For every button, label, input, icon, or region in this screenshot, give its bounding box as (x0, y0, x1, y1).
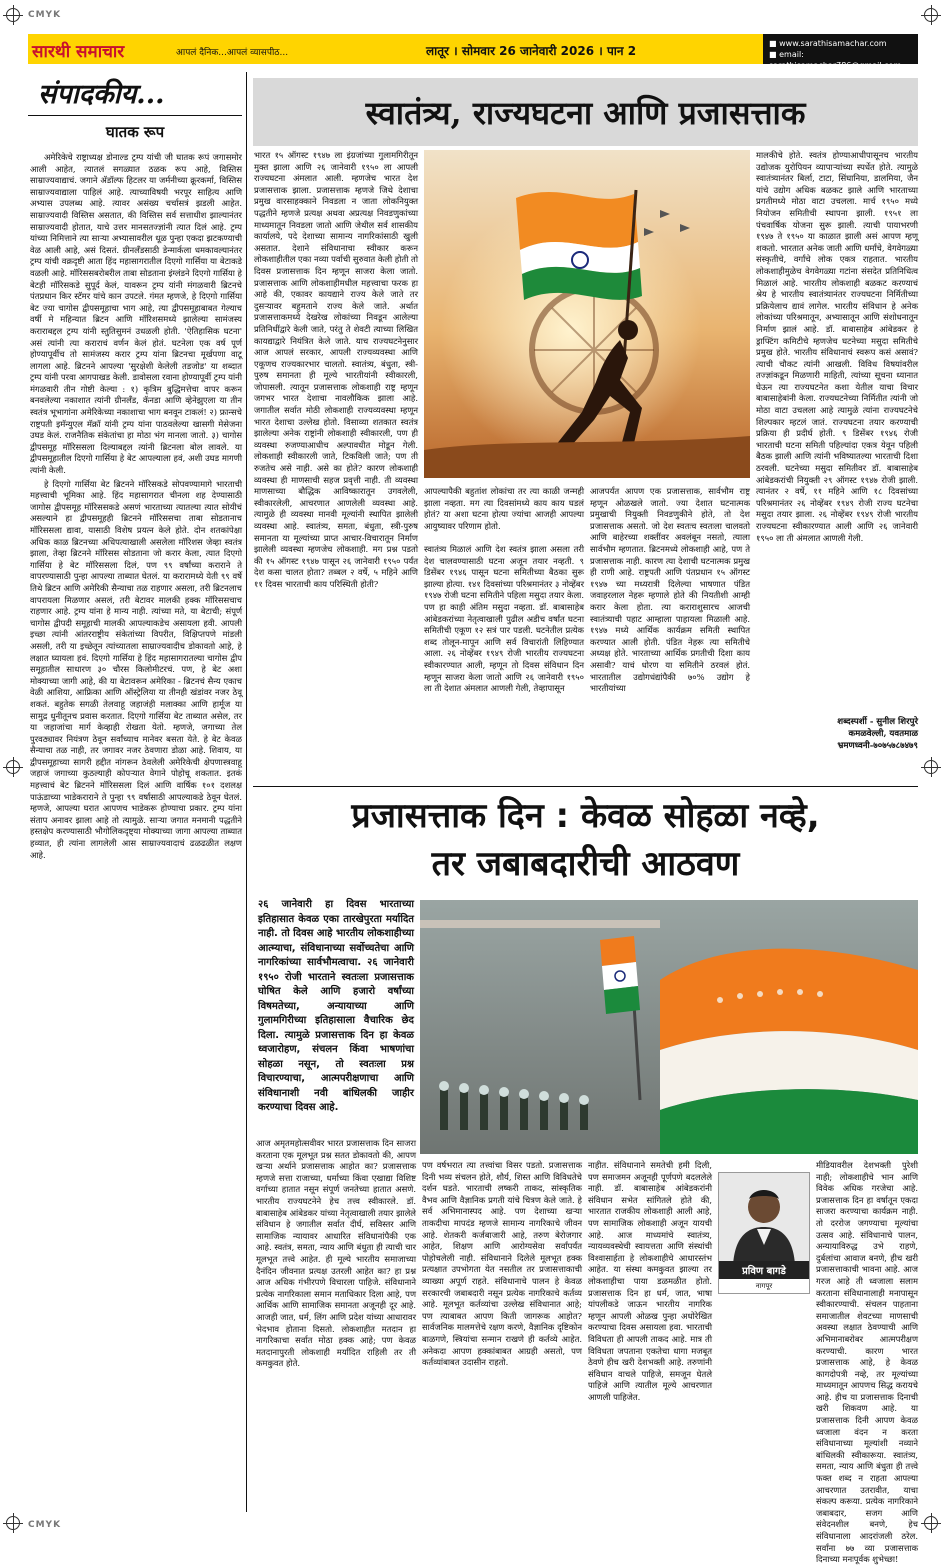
editorial-header (28, 74, 242, 142)
flag-runner-illustration (424, 150, 750, 478)
author-portrait (719, 1173, 809, 1265)
article1-column-4: मालकीचे होते. स्वतंत्र होण्याआधीपासूनच भारतीय उद्योजक युरोपियन व्यापाऱ्यांच्या स्पर्धेत होते. त्यामुळे स्वातंत्र्यानंतर बिर्ला, टाटा, सिंघानिया, डालमिया, जैन यांचे उद्योग अधिक बळकट झाले आणि भारताच्या प्रगतीमध्ये मोठा वाटा उचलला. मार्च १९५० मध्ये नियोजन समितीची स्थापना झाली. १९५१ ला पंचवार्षिक योजना सुरू झाली. त्याची पायाभरणी १९४७ ते १९५० या काळात झाली असं आपण म्हणू शकतो. भारतात अनेक जाती आणि धर्मांचे, वेगवेगळ्या संस्कृतीचे, वर्गांचे लोक एकत्र राहतात. भारतीय लोकशाहीमुळेच वेगवेगळ्या गटांना संसदेत प्रतिनिधित्व मिळालं आहे. भारतीय लोकशाही बळकट करण्याचं श्रेय हे भारतीय स्वातंत्र्यानंतर राज्यघटना निर्मितीच्या प्रक्रियेलाच द्यावं लागेल. भारतीय संविधान हे अनेक लोकांच्या परिश्रमातून, अभ्यासातून आणि संशोधनातून निर्माण झालं आहे. डॉ. बाबासाहेब आंबेडकर हे ड्राफ्टिंग कमिटीचे म्हणजेच घटनेच्या मसुदा समितीचे प्रमुख होते. भारतीय संविधानाचं स्वरूप कसं असावं? त्याची चौकट त्यांनी आखली. विविध विषयांवरील तज्ज्ञांकडून मिळणारी माहिती, त्यांच्या सूचना ध्यानात घेऊन त्या राज्यघटनेत कशा येतील याचा विचार बाबासाहेबांनी केला. राज्यघटनेच्या निर्मितीत त्यांनी जो मोठा वाटा उचलला आहे त्यामुळे त्यांना राज्यघटनेचे शिल्पकार म्हटलं जातं. राज्यघटना तयार करण्याची प्रक्रिया ही प्रदीर्घ होती. ९ डिसेंबर १९४६ रोजी भारताची घटना समिती पहिल्यांदा एकत्र येवून पहिली बैठक झाली आणि त्यांनी भविष्यातल्या भारताची दिशा ठरवली. घटनेच्या मसुदा समितीवर डॉ. बाबासाहेब आंबेडकरांची नियुक्ती २९ ऑगस्ट १९४७ रोजी झाली. त्यानंतर २ वर्षे, ११ महिने आणि १८ दिवसांच्या परिश्रमानंतर २६ नोव्हेंबर १९४९ रोजी राज्य घटनेचा मसुदा तयार झाला. २६ नोव्हेंबर १९४९ रोजी भारतीय राज्यघटना स्वीकारण्यात आली आणि २६ जानेवारी १९५० ला ती अंमलात आणली गेली. (756, 150, 918, 543)
brand-logo: सारथी समाचार (32, 42, 125, 62)
editorial-title: संपादकीय... (38, 79, 165, 110)
email-link[interactable]: ■ email: sarathisamachar786@gmail.com (769, 50, 902, 70)
dateline: लातूर । सोमवार 26 जानेवारी 2026 । पान 2 (426, 44, 637, 58)
tagline: आपलं दैनिक...आपलं व्यासपीठ... (176, 48, 289, 58)
article2-headline (253, 792, 918, 888)
article2-lead: २६ जानेवारी हा दिवस भारताच्या इतिहासात केवळ एका तारखेपुरता मर्यादित नाही. तो दिवस आहे भारतीय लोकशाहीच्या आत्म्याचा, संविधानाच्या सर्वोच्चतेचा आणि नागरिकांच्या सार्वभौमत्वाचा. २६ जानेवारी १९५० रोजी भारताने स्वतःला प्रजासत्ताक घोषित केले आणि हजारो वर्षांच्या विषमतेच्या, अन्यायाच्या आणि गुलामगिरीच्या इतिहासाला वैचारिक छेद दिला. त्यामुळे प्रजासत्ताक दिन हा केवळ ध्वजारोहण, संचलन किंवा भाषणांचा सोहळा नसून, तो स्वतःला प्रश्न विचारण्याचा, आत्मपरीक्षणाचा आणि संविधानाशी नवी बांधिलकी जाहीर करण्याचा दिवस आहे. (258, 899, 414, 1113)
editorial-subtitle: घातक रूप (105, 123, 165, 141)
contact-box (763, 34, 918, 70)
article1-column-1: भारत १५ ऑगस्ट १९४७ ला इंग्रजांच्या गुलामगिरीतून मुक्त झाला आणि २६ जानेवारी १९५० ला आपली राज्यघटना अंमलात आली. म्हणजेच भारत देश प्रजासत्ताक झाला. प्रजासत्ताक म्हणजे जिथे देशाचा प्रमुख वारसाहक्काने निवडला न जाता लोकनियुक्त पद्धतीने म्हणजे प्रत्यक्ष अथवा अप्रत्यक्ष निवडणुकांच्या माध्यमातून निवडला जातो आणि जेथील सर्व शासकीय कार्यालये, पदे देशाच्या सामान्य नागरिकांसाठी खुली असतात. देशाने संविधानाचा स्वीकार करून लोकशाहीतील एका नव्या पर्वाची सुरुवात केली होती तो दिवस प्रजासत्ताक दिन म्हणून साजरा केला जातो. प्रजासत्ताक आणि लोकशाहीमधील महत्त्वाचा फरक हा आहे की, एकावर कायद्याने राज्य केले जाते तर दुसऱ्यावर बहुमताने राज्य केले जाते. अर्थात प्रजासत्ताकमध्ये देखरेख लोकांच्या निवडून आलेल्या प्रतिनिधींद्वारे केली जाते, परंतु ते शेवटी त्याच्या लिखित कायद्याद्वारे नियंत्रित केले जाते. याच राज्यघटनेनुसार आज आपलं सरकार, आपली राज्यव्यवस्था आणि एकूणच राज्यकारभार चालतो. स्वातंत्र्य, बंधुता, स्त्री-पुरुष समानता ही मूल्ये भारतीयांनी स्वीकारली, जोपासली. त्यातून प्रजासत्ताक लोकशाही राष्ट्र म्हणून जगभर भारत देशाचा नावलौकिक झाला आहे. जगातील सर्वात मोठी लोकशाही राज्यव्यवस्था म्हणून भारत देशाचा उल्लेख होतो. विसाव्या शतकात स्वतंत्र झालेल्या अनेक राष्ट्रांनी लोकशाही स्वीकारली, पण ही व्यवस्था रुजण्याआधीच अल्पावधीत मोडून गेली. लोकशाही स्वीकारली जाते, टिकविली जाते; पण ती रुजतेच असे नाही. असे का होते? कारण लोकशाही व्यवस्था ही माणसाची सहज प्रवृत्ती नाही. ती व्यवस्था माणसाच्या बौद्धिक आविष्कारातून उगवलेली, स्वीकारलेली, आचरणात आणलेली व्यवस्था आहे. त्यामुळे ही व्यवस्था मानवी मूल्यांनी स्थापित झालेली व्यवस्था आहे. स्वातंत्र्य, समता, बंधुता, स्त्री-पुरुष समानता या मूल्यांच्या प्राप्त आचार-विचारातून निर्माण झालेली व्यवस्था म्हणजेच लोकशाही. मग प्रश्न पडतो की १५ ऑगस्ट १९४७ पासून २६ जानेवारी १९५० पर्यंत देश कसा चालत होता? तब्बल २ वर्षे, ५ महिने आणि ११ दिवस भारताची काय परिस्थिती होती? (254, 150, 418, 589)
republic-day-parade-illustration (420, 900, 918, 1154)
website-link[interactable]: ■ www.sarathisamachar.com (769, 39, 887, 48)
registration-mark-top-right (924, 8, 938, 22)
article-divider (253, 786, 918, 787)
author-place: नागपूर (755, 1282, 773, 1290)
column-divider (246, 72, 247, 1512)
article2-photo-parade (420, 900, 918, 1154)
masthead (28, 34, 918, 70)
registration-mark-bottom-right (924, 1516, 938, 1530)
article1-headline: स्वातंत्र्य, राज्यघटना आणि प्रजासत्ताक (253, 78, 918, 146)
article1-column-2: स्वातंत्र्य मिळालं आणि देश स्वतंत्र झाला असला तरी देश चालवण्यासाठी घटना अजून तयार नव्हती. ९ डिसेंबर १९४६ पासून घटना समितीच्या बैठका सुरू झाल्या होत्या. १४१ दिवसांच्या परिश्रमानंतर ३ नोव्हेंबर १९४७ रोजी घटना समितीने पहिला मसुदा तयार केला. पण हा काही अंतिम मसुदा नव्हता. डॉ. बाबासाहेब आंबेडकरांच्या नेतृत्वाखाली पुढील अडीच वर्षांत घटना समितीची एकूण १२ सत्रं पार पडली. घटनेतील प्रत्येक शब्द तोलून-मापून आणि सर्व विचारांती लिहिण्यात आला. २६ नोव्हेंबर १९४९ रोजी भारतीय राज्यघटना स्वीकारण्यात आली, म्हणून तो दिवस संविधान दिन म्हणून साजरा केला जातो आणि २६ जानेवारी १९५० ला ती देशात अंमलात आणली गेली, तेव्हापासून (424, 544, 584, 694)
registration-mark-mid-left (6, 760, 20, 774)
article1-column-2-top: आपल्यापैकी बहुतांश लोकांचा तर त्या काळी जन्मही झाला नव्हता. मग त्या दिवसांमध्ये काय काय घडलं होतं? या अशा घटना होत्या ज्यांचा आजही आपल्या आयुष्यावर परिणाम होतो. (424, 486, 584, 531)
registration-mark-top-left (6, 8, 20, 22)
registration-mark-mid-right (924, 760, 938, 774)
article2-column-3: नाहीत. संविधानाने समतेची हमी दिली, पण समाजमन अजूनही पूर्णपणे बदललेले नाही. डॉ. बाबासाहेब आंबेडकरांनी संविधान सभेत सांगितले होते की, भारतात राजकीय लोकशाही आली आहे, पण सामाजिक लोकशाही अजून यायची आहे. आज माध्यमांचे स्वातंत्र्य, न्यायव्यवस्थेची स्वायत्तता आणि संस्थांची विश्वासार्हता हे लोकशाहीचे आधारस्तंभ आहेत. या संस्था कमकुवत झाल्या तर लोकशाहीचा पाया डळमळीत होतो. प्रजासत्ताक दिन हा धर्म, जात, भाषा यांपलीकडे जाऊन भारतीय नागरिक म्हणून आपली ओळख पुन्हा अधोरेखित करण्याचा दिवस असायला हवा. भारताची विविधता ही आपली ताकद आहे. मात्र ती विविधता जपताना एकतेचा धागा मजबूत ठेवणे हीच खरी देशभक्ती आहे. तरुणांनी संविधान वाचले पाहिजे, समजून घेतले पाहिजे आणि त्यातील मूल्ये आचरणात आणली पाहिजेत. (588, 1160, 712, 1402)
article1-byline (756, 716, 918, 752)
article2-column-4: मीडियावरील देशभक्ती पुरेशी नाही; लोकशाहीचे भान आणि विवेक अधिक गरजेचा आहे. प्रजासत्ताक दिन हा वर्षातून एकदा साजरा करण्याचा कार्यक्रम नाही. तो दररोज जगण्याचा मूल्यांचा उत्सव आहे. संविधानाचे पालन, अन्यायाविरुद्ध उभे राहणे, दुर्बलांचा आवाज बनणे, हीच खरी प्रजासत्ताकाची भावना आहे. आज गरज आहे ती ध्वजाला सलाम करताना संविधानालाही मनापासून स्वीकारण्याची. संचलन पाहताना समाजातील शेवटच्या माणसाची अवस्था लक्षात ठेवण्याची आणि अभिमानाबरोबर आत्मपरीक्षण करण्याची. कारण भारत प्रजासत्ताक आहे, हे केवळ कागदोपत्री नव्हे, तर मूल्यांच्या माध्यमातून आपणच सिद्ध करायचे आहे. हीच या प्रजासत्ताक दिनाची खरी शिकवण आहे. या प्रजासत्ताक दिनी आपण केवळ ध्वजाला वंदन न करता संविधानाच्या मूल्यांशी नव्याने बांधिलकी स्वीकारूया. स्वातंत्र्य, समता, न्याय आणि बंधुता ही तत्त्वे फक्त शब्द न राहता आपल्या आचरणात उतरावीत, याचा संकल्प करूया. प्रत्येक नागरिकाने जबाबदार, सजग आणि संवेदनशील बनणे, हेच संविधानाला आदरांजली ठरेल. सर्वांना ७७ व्या प्रजासत्ताक दिनाच्या मनःपूर्वक शुभेच्छा! (816, 1160, 918, 1565)
article2-headline-line-2: तर जबाबदारीची आठवण (431, 844, 740, 884)
editorial-body (30, 152, 242, 1508)
article1-byline-author: शब्दस्पर्शी - सुनील शिरपुरे (837, 717, 918, 727)
article1-byline-place: कमळवेल्ली, यवतमाळ (848, 729, 918, 739)
registration-mark-bottom-left (6, 1516, 20, 1530)
editorial-title-rule (28, 115, 242, 116)
article2-column-2: पण वर्षभरात त्या तत्त्वांचा विसर पडतो. प्रजासत्ताक दिनी भव्य संचलन होते, शौर्य, शिस्त आणि विविधतेचे दर्शन घडते. भारताची लष्करी ताकद, सांस्कृतिक वैभव आणि वैज्ञानिक प्रगती यांचे चित्रण केले जाते. हे सर्व अभिमानास्पद आहे. पण देशाच्या खऱ्या ताकदीचा मापदंड म्हणजे सामान्य नागरिकाचे जीवन आहे. शेतकरी कर्जबाजारी आहे, तरुण बेरोजगार आहेत, शिक्षण आणि आरोग्यसेवा सर्वांपर्यंत पोहोचलेली नाही. संविधानाने दिलेले मूलभूत हक्क प्रत्यक्षात उपभोगता येत नसतील तर प्रजासत्ताकाची व्याख्या अपूर्ण राहते. संविधानाचे पालन हे केवळ सरकारची जबाबदारी नसून प्रत्येक नागरिकाचे कर्तव्य आहे. मूलभूत कर्तव्यांचा उल्लेख संविधानात आहे; पण त्याबाबत आपण किती जागरूक आहोत? सार्वजनिक मालमत्तेचे रक्षण करणे, वैज्ञानिक दृष्टिकोन बाळगणे, स्त्रियांचा सन्मान राखणे ही कर्तव्ये आहेत. अनेकदा आपण हक्कांबाबत आग्रही असतो, पण कर्तव्यांबाबत उदासीन राहतो. (422, 1160, 582, 1368)
article2-headline-line-1: प्रजासत्ताक दिन : केवळ सोहळा नव्हे, (351, 796, 820, 836)
article2-column-1: आज अमृतमहोत्सवीवर भारत प्रजासत्ताक दिन साजरा करताना एक मूलभूत प्रश्न सतत डोकावतो की, आपण खऱ्या अर्थाने प्रजासत्ताक आहोत का? प्रजासत्ताक म्हणजे सत्ता राजाच्या, धर्माच्या किंवा एखाद्या विशिष्ट वर्गाच्या हातात नसून संपूर्ण जनतेच्या हातात असणे. भारतीय राज्यघटनेने हेच तत्त्व स्वीकारले. डॉ. बाबासाहेब आंबेडकर यांच्या नेतृत्वाखाली तयार झालेले संविधान हे जगातील सर्वात दीर्घ, सविस्तर आणि सामाजिक न्यायावर आधारित संविधानांपैकी एक आहे. स्वतंत्र, समता, न्याय आणि बंधुता ही त्याची चार मूलभूत तत्त्वे आहेत. ही मूल्ये भारतीय समाजाच्या दैनंदिन जीवनात प्रत्यक्ष उतरली आहेत का? हा प्रश्न आज अधिक गंभीरपणे विचारला पाहिजे. संविधानाने प्रत्येक नागरिकाला समान मताधिकार दिला आहे, पण आर्थिक आणि सामाजिक समानता अजूनही दूर आहे. आजही जात, धर्म, लिंग आणि प्रदेश यांच्या आधारावर भेदभाव होताना दिसतो. लोकशाहीत मतदान हा नागरिकाचा सर्वात मोठा हक्क आहे; पण केवळ मतदानापुरती लोकशाही मर्यादित राहिली तर ती कमकुवत होते. (256, 1138, 416, 1369)
author-name: प्रविण बागडे (719, 1261, 809, 1279)
editorial-paragraph-2: हे दिएगो गार्सिया बेट ब्रिटनने मॉरिसकडे सोपवण्यामागे भारताची महत्त्वाची भूमिका आहे. हिंद महासागरात चीनला शह देण्यासाठी जागोस द्वीपसमूह मॉरिससकडे असणं भारताच्या त्यातल्या त्यात सोयीचं असल्याने हा द्वीपसमूहही ब्रिटनने मॉरिससचा ताबा सोडतानाच मॉरिससला द्यावा, यासाठी विशेष प्रयत्न केले होते. दोन शतकांपेक्षा अधिक काळ ब्रिटनच्या अधिपत्याखाली असलेला मॉरिशस जेव्हा स्वतंत्र झाला, तेव्हा ब्रिटनने मॉरिसस सोडताना जो करार केला, त्यात दिएगो गार्सिया हे बेट मॉरिससला दिलं, पण ९९ वर्षांच्या कराराने ते वापरण्यासाठी पुन्हा आपल्या ताब्यात घेतलं. या करारामध्ये येती ९९ वर्षे तिथे ब्रिटन आणि अमेरिकी सैन्याचा तळ राहणार असला, तरी ब्रिटनलाच वापरायला मिळणार असलं, तरी बेटावर मालकी हक्क मॉरिससचाच राहणार आहे. ट्रम्प यांना हे मान्य नाही. त्यांच्या मते, या बेटाची; संपूर्ण चागोस द्वीपदी समूहाची मालकी आपल्याकडेच असायला हवी. आपली इच्छा त्यांनी आंतरराष्ट्रीय संकेतांच्या विपरीत, विक्षिप्तपणे मांडली असली, तरी या इच्छेतून त्यांच्यातला साम्राज्यवादीच डोकावतो आहे, हे लक्षात घ्यायला हवं. दिएगो गार्सिया हे हिंद महासागरातल्या चागोस द्वीप समूहातील साधारण ३० चौरस किलोमीटरचं. पण, हे बेट अशा मोक्याच्या जागी आहे, की या बेटावरून अमेरिका - ब्रिटनचं सैन्य एकाच वेळी आशिया, आफ्रिका आणि ऑस्ट्रेलिया या तीनही खंडांवर नजर ठेवू शकतं. बहुतेक सगळी तेलवाहू जहाजंही मलाक्का आणि हार्मूज या सामुद्र धुनीतूनच प्रवास करतात. दिएगो गार्सिया बेट ताब्यात असेल, तर या जहाजांचा मार्ग केव्हाही रोखता येतो. म्हणजे, जगाच्या तेल पुरवठ्यावर नियंत्रण ठेवून सर्वांच्याच मानेवर बसता येते. हे बेट केवळ सैन्याचा तळ नाही, तर जगावर नजर ठेवणारा डोळा आहे. शिवाय, या द्वीपसमूहाच्या सागरी हद्दीत नांगरून ठेवलेली अमेरिकेची क्षेपणास्त्रवाहू जहाजं जगाच्या कुठल्याही कोपऱ्यात वेगाने पोहोचू शकतात. इतकं महत्त्वाचं बेट ब्रिटनने मॉरिससला दिलं आणि वार्षिक १०१ दशलक्ष पाऊंडाच्या भाडेकराराने ते पुन्हा ९९ वर्षांसाठी आपल्याकडे ठेवून घेतलं. म्हणजे, आपल्या घरात आपणच भाडेकरू होण्याचा प्रकार. ट्रम्प यांना संताप अनावर झाला आहे तो त्यामुळे. साऱ्या जगात मनमानी पद्धतीने हस्तक्षेप करण्यासाठी भौगोलिकदृष्ट्या मोक्याच्या जागा आपल्या ताब्यात हव्यात, ही त्यांना लागलेली आस साम्राज्यवादाचं ढळढळीत लक्षण आहे. (30, 478, 242, 860)
article1-column-3: आजपर्यंत आपण एक प्रजासत्ताक, सार्वभौम राष्ट्र म्हणून ओळखले जातो. ज्या देशात घटनात्मक प्रमुखाची नियुक्ती निवडणुकीने होते, तो देश प्रजासत्ताक असतो. जो देश स्वतःच स्वतःला चालवतो आणि बाहेरच्या शक्तींवर अवलंबून नसतो, त्याला सार्वभौम म्हणतात. ब्रिटनमध्ये लोकशाही आहे, पण ते प्रजासत्ताक नाही. कारण त्या देशाची घटनात्मक प्रमुख ही राणी आहे. राष्ट्रपती आणि पंतप्रधान १५ ऑगस्ट १९४७ च्या मध्यरात्री दिलेल्या भाषणात पंडित जवाहरलाल नेहरू म्हणाले होते की नियतीशी आम्ही करार केला होता. त्या कराराशुसारच आजची स्वातंत्र्याची पहाट आम्हाला पाहायला मिळाली आहे. १९४७ मध्ये आर्थिक कार्यक्रम समिती स्थापित करण्यात आली होती. पंडित नेहरू त्या समितीचे अध्यक्ष होते. भारताच्या आर्थिक प्रगतीची दिशा काय असावी? याचं धोरण या समितीने ठरवलं होतं. भारतातील उद्योगधंद्यांपैकी ७०% उद्योग हे भारतीयांच्या (590, 486, 750, 694)
article1-photo-flag-runner (424, 150, 750, 478)
article1-byline-phone: भ्रमणध्वनी-७०७५७८७४७९ (837, 741, 918, 751)
editorial-paragraph-1: अमेरिकेचे राष्ट्राध्यक्ष डोनाल्ड ट्रम्प यांची जी घातक रूपं जगासमोर आली आहेत, त्यातलं सगळ्यात ठळक रूप आहे, विस्तिस साम्राज्यवाद्याचं. जगाने ॲडॉल्फ हिटलर या जर्मनीच्या क्रूरकर्मा, विस्तिस साम्राज्यवाद्याला पाहिलं आहे. त्याच्याविषयी भरपूर साहित्य आणि अभ्यास उपलब्ध आहे. त्यावर असंख्य चर्चासत्रं झडली आहेत. साम्राज्यवादी विस्तिस असतात, की विस्तिस सर्व सत्ताधीश झाल्यानंतर साम्राज्यवादी होतात, याचे उत्तर मानसतज्ज्ञांनी त्यात दिलं आहे. ट्रम्प यांच्या निमित्ताने त्या साऱ्या अभ्यासावरील धूळ पुन्हा एकदा झटकण्याची वेळ आली आहे, असं दिसतं. ग्रीनलँडसाठी डेन्मार्कला धमकावल्यानंतर ट्रम्प यांची वक्रदृष्टी आता हिंद महासागरातील दिएगो गार्सिया या बेटाकडे वळली आहे. मॉरिससबरोबरील ताबा सोडताना इंग्लंडने दिएगो गार्सिया हे बेटही मॉरिसकडे सुपूर्द केलं, यावरून ट्रम्प यांनी मंगळवारी ब्रिटनचे पंतप्रधान किर स्टॅमर यांचे कान उपटले. गंमत म्हणजे, हे दिएगो गार्सिया बेट ज्या चागोस द्वीपसमूहाचा भाग आहे, त्या द्वीपसमूहाबाबत गेल्याच वर्षी मे महिन्यात ब्रिटन आणि मॉरिशसमध्ये झालेल्या सामंजस्य कराराबद्दल ट्रम्प यांनी स्तुतिसुमनं उधळली होती. 'ऐतिहासिक घटना' असं त्यांनी त्या कराराचं वर्णन केलं होतं. घटनेला एक वर्ष पूर्ण होण्यापूर्वीच तो सामंजस्य करार ट्रम्प यांना ब्रिटनचा मूर्खपणा वाटू लागला आहे. ब्रिटनने आपल्या 'सुरक्षेशी केलेली तडजोड' या शब्दात ट्रम्प यांनी परवा आगपाखड केली. डावोसला रवाना होण्यापूर्वी ट्रम्प यांनी मंगळवारी तीन गोष्टी केल्या : १) कृत्रिम बुद्धिमत्तेचा वापर करून बनवलेल्या नकाशात त्यांनी ग्रीनलँड, कॅनडा आणि व्हेनेझुएला या तीन स्वतंत्र भूभागांना अमेरिकेच्या नकाशाचा भाग बनवून टाकलं! २) फ्रान्सचे राष्ट्रपती इमॅन्युएल मॅक्रॉ यांनी ट्रम्प यांना पाठवलेल्या खासगी मेसेजना उघड केलं. राजनैतिक संकेतांचा हा मोठा भंग मानला जातो. ३) चागोस द्वीपसमूह मॉरिससला दिल्याबद्दल त्यांनी ब्रिटनला बोल लावले. या द्वीपसमूहातील दिएगो गार्सिया हे बेट आपल्याला हवं, अशी उघड मागणी त्यांनी केली. (30, 152, 242, 476)
cmyk-mark-top: CMYK (28, 10, 62, 20)
cmyk-mark-bottom: CMYK (28, 1520, 62, 1530)
author-photo-box (718, 1172, 810, 1294)
